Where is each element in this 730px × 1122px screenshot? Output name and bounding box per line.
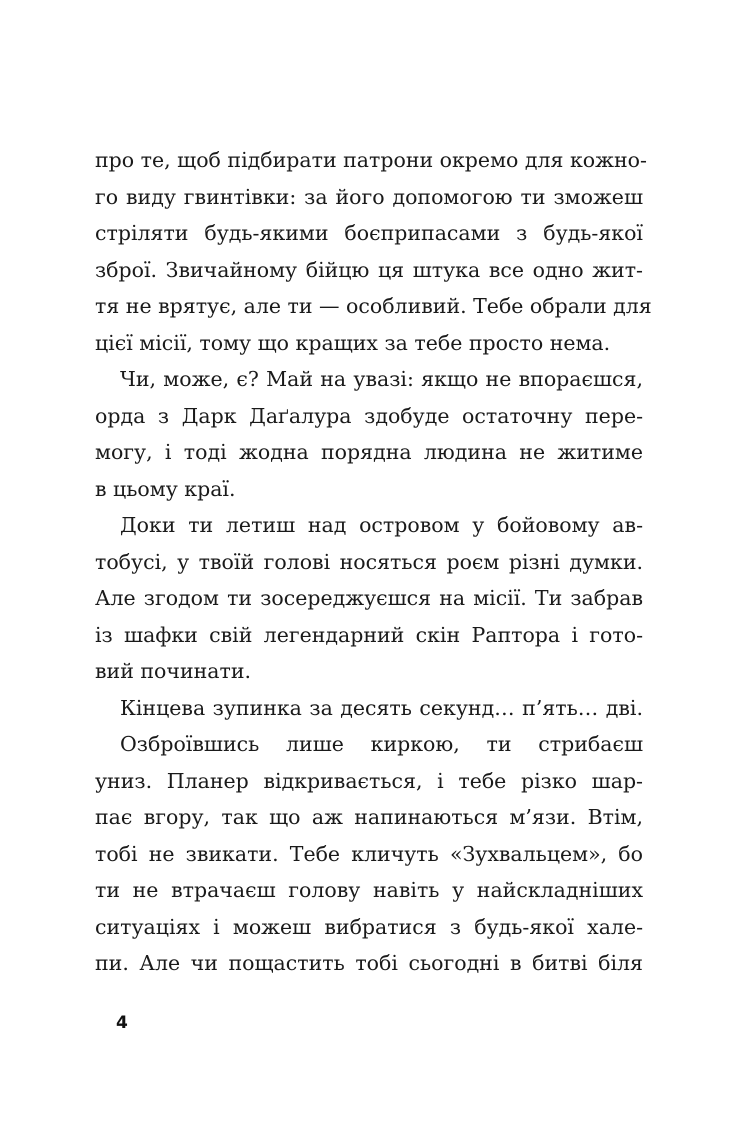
text-line: орда з Дарк Даґалура здобуде остаточну пере- bbox=[95, 403, 643, 428]
text-line: вий починати. bbox=[95, 659, 252, 683]
text-line: униз. Планер відкривається, і тебе різко шар- bbox=[95, 768, 643, 793]
body-text bbox=[95, 142, 652, 982]
text-line: в цьому краї. bbox=[95, 476, 236, 501]
text-line: Доки ти летиш над островом у бойовому ав- bbox=[120, 513, 643, 537]
text-line: го виду гвинтівки: за його допомогою ти зможеш bbox=[95, 184, 643, 209]
text-line: тобусі, у твоїй голові носяться роєм різні думки. bbox=[95, 549, 643, 574]
text-line: пає вгору, так що аж напинаються м’язи. Втім, bbox=[95, 805, 643, 829]
text-line: тя не врятує, але ти — особливий. Тебе обрали для bbox=[95, 294, 652, 318]
text-line: ситуаціях і можеш вибратися з будь-якої хале- bbox=[95, 914, 643, 939]
text-line: могу, і тоді жодна порядна людина не житиме bbox=[95, 440, 643, 464]
text-line: стріляти будь-якими боєприпасами з будь-якої bbox=[95, 221, 643, 245]
text-line: Кінцева зупинка за десять секунд… п’ять… дві. bbox=[120, 695, 643, 720]
text-line: Чи, може, є? Май на увазі: якщо не впораєшся, bbox=[120, 367, 643, 391]
text-line: ти не втрачаєш голову навіть у найскладніших bbox=[95, 878, 643, 902]
text-line: зброї. Звичайному бійцю ця штука все одно жит- bbox=[95, 257, 643, 282]
text-line: про те, щоб підбирати патрони окремо для кожно- bbox=[95, 148, 647, 172]
text-line: тобі не звикати. Тебе кличуть «Зухвальцем», бо bbox=[95, 841, 643, 866]
text-line: із шафки свій легендарний скін Раптора і гото- bbox=[95, 622, 643, 647]
page-number: 4 bbox=[116, 1013, 128, 1033]
text-line: Озброївшись лише киркою, ти стрибаєш bbox=[120, 732, 643, 756]
text-line: цієї місії, тому що кращих за тебе просто нема. bbox=[95, 330, 611, 355]
text-line: пи. Але чи пощастить тобі сьогодні в битві біля bbox=[95, 951, 643, 975]
text-line: Але згодом ти зосереджуєшся на місії. Ти забрав bbox=[95, 586, 643, 610]
